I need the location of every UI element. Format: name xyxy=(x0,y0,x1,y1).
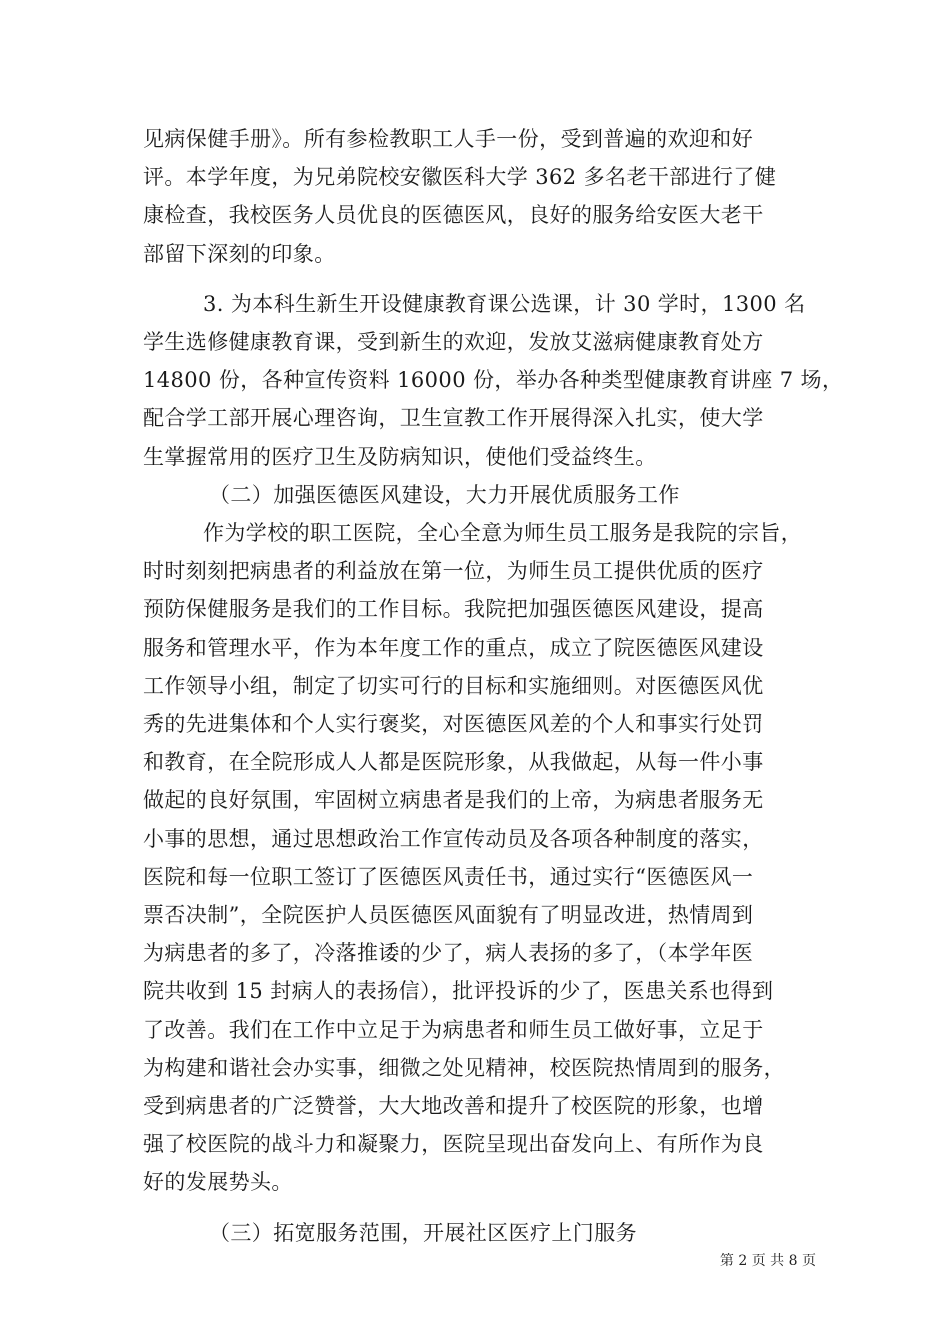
text-line: 学生选修健康教育课，受到新生的欢迎，发放艾滋病健康教育处方 xyxy=(143,330,764,355)
text-line: 工作领导小组，制定了切实可行的目标和实施细则。对医德医风优 xyxy=(143,673,764,698)
text-line: 和教育，在全院形成人人都是医院形象，从我做起，从每一件小事 xyxy=(143,750,764,775)
text-line: 预防保健服务是我们的工作目标。我院把加强医德医风建设，提高 xyxy=(143,597,764,622)
text-line: 配合学工部开展心理咨询，卫生宣教工作开展得深入扎实，使大学 xyxy=(143,406,764,431)
paragraph-checkup-results xyxy=(143,120,811,273)
text-line: 生掌握常用的医疗卫生及防病知识，使他们受益终生。 xyxy=(143,444,657,469)
paragraph-health-education xyxy=(143,285,844,476)
text-line: 服务和管理水平，作为本年度工作的重点，成立了院医德医风建设 xyxy=(143,635,764,660)
document-body xyxy=(143,120,844,1252)
section-heading: （二）加强医德医风建设，大力开展优质服务工作 xyxy=(209,482,680,507)
text-line: 票否决制”，全院医护人员医德医风面貌有了明显改进，热情周到 xyxy=(143,903,754,928)
text-line: 康检查，我校医务人员优良的医德医风，良好的服务给安医大老干 xyxy=(143,203,764,228)
text-line: 14800 份，各种宣传资料 16000 份，举办各种类型健康教育讲座 7 场， xyxy=(143,368,844,393)
text-line: 做起的良好氛围，牢固树立病患者是我们的上帝，为病患者服务无 xyxy=(143,788,764,813)
text-line: 作为学校的职工医院，全心全意为师生员工服务是我院的宗旨， xyxy=(203,521,803,546)
text-line: 院共收到 15 封病人的表扬信），批评投诉的少了，医患关系也得到 xyxy=(143,979,774,1004)
section-heading-2 xyxy=(143,476,811,514)
text-line: 受到病患者的广泛赞誉，大大地改善和提升了校医院的形象，也增 xyxy=(143,1094,764,1119)
page-indicator: 第 2 页 共 8 页 xyxy=(719,1253,816,1269)
text-line: 了改善。我们在工作中立足于为病患者和师生员工做好事，立足于 xyxy=(143,1017,764,1042)
text-line: 为构建和谐社会办实事，细微之处见精神，校医院热情周到的服务， xyxy=(143,1055,785,1080)
text-line: 医院和每一位职工签订了医德医风责任书，通过实行“医德医风一 xyxy=(143,864,754,889)
text-line: 秀的先进集体和个人实行褒奖，对医德医风差的个人和事实行处罚 xyxy=(143,712,764,737)
section-heading: （三）拓宽服务范围，开展社区医疗上门服务 xyxy=(209,1220,637,1245)
text-line: 强了校医院的战斗力和凝聚力，医院呈现出奋发向上、有所作为良 xyxy=(143,1132,764,1157)
text-line: 评。本学年度，为兄弟院校安徽医科大学 362 多名老干部进行了健 xyxy=(143,165,777,190)
text-line: 时时刻刻把病患者的利益放在第一位，为师生员工提供优质的医疗 xyxy=(143,559,764,584)
text-line: 好的发展势头。 xyxy=(143,1170,293,1195)
paragraph-medical-ethics xyxy=(143,514,811,1202)
text-line: 部留下深刻的印象。 xyxy=(143,241,336,266)
section-heading-3 xyxy=(143,1214,811,1252)
text-line: 小事的思想，通过思想政治工作宣传动员及各项各种制度的落实， xyxy=(143,826,764,851)
text-line: 为病患者的多了，冷落推诿的少了，病人表扬的多了，（本学年医 xyxy=(143,941,754,966)
text-line: 见病保健手册》。所有参检教职工人手一份，受到普遍的欢迎和好 xyxy=(143,127,754,151)
text-line: 3. 为本科生新生开设健康教育课公选课，计 30 学时，1300 名 xyxy=(203,291,806,316)
